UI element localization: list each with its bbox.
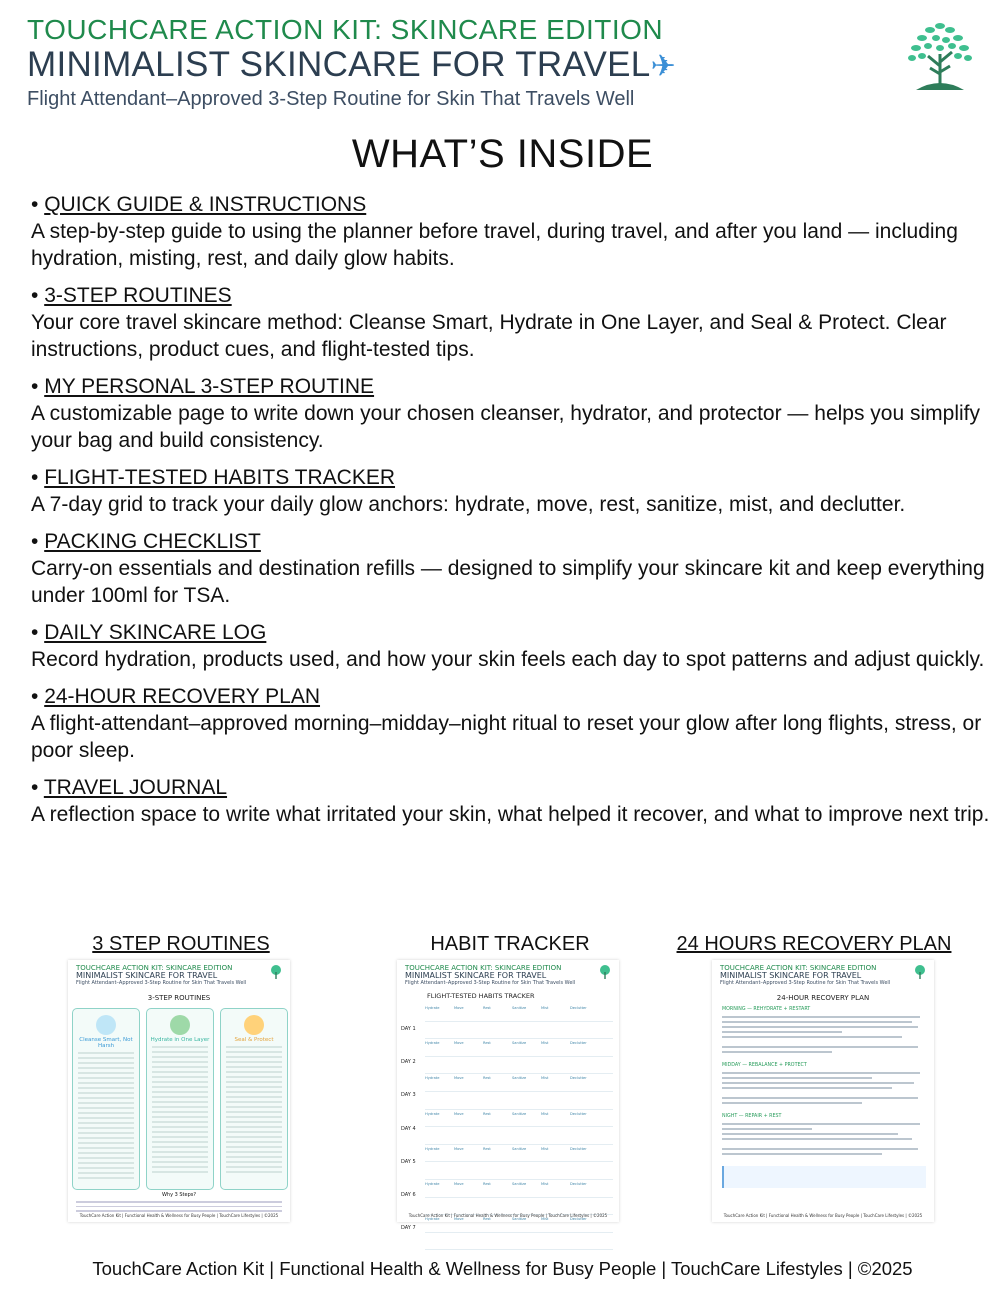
habit-cell[interactable]: Sanitize bbox=[512, 1146, 527, 1151]
bullet: • bbox=[31, 284, 39, 307]
habit-cell[interactable]: Sanitize bbox=[512, 1181, 527, 1186]
mini-heading: FLIGHT-TESTED HABITS TRACKER bbox=[427, 992, 535, 1000]
preview-routines-page bbox=[68, 960, 290, 1222]
contents-list bbox=[31, 192, 991, 839]
day-label: DAY 5 bbox=[401, 1158, 416, 1165]
bullet: • bbox=[31, 375, 39, 398]
habit-cell[interactable]: Declutter bbox=[570, 1006, 587, 1010]
tree-logo-icon bbox=[900, 14, 980, 90]
routine-column-hydrate bbox=[146, 1008, 214, 1190]
mini-subtitle: Flight Attendant–Approved 3-Step Routine for Skin That Travels Well bbox=[720, 980, 891, 986]
why-3-steps bbox=[76, 1192, 282, 1212]
bullet: • bbox=[31, 193, 39, 216]
habit-cell[interactable]: Sanitize bbox=[512, 1006, 527, 1010]
habit-cell[interactable]: Sanitize bbox=[512, 1076, 527, 1081]
habit-cell[interactable]: Declutter bbox=[570, 1111, 587, 1116]
page-subtitle: Flight Attendant–Approved 3-Step Routine for Skin That Travels Well bbox=[27, 88, 635, 110]
habit-row bbox=[425, 1145, 613, 1163]
habit-cell[interactable]: Rest bbox=[483, 1041, 491, 1046]
item-description: A step-by-step guide to using the planner before travel, during travel, and after you land — including hydration, misting, rest, and daily glow habits. bbox=[31, 220, 958, 270]
habit-cell[interactable]: Hydrate bbox=[425, 1006, 440, 1010]
sun-icon bbox=[244, 1015, 264, 1035]
tree-logo-icon bbox=[912, 964, 928, 980]
why-title: Why 3 Steps? bbox=[161, 1192, 197, 1198]
mini-title: MINIMALIST SKINCARE FOR TRAVEL bbox=[720, 971, 862, 980]
habit-row bbox=[425, 1057, 613, 1075]
habit-cell[interactable]: Rest bbox=[483, 1181, 491, 1186]
item-description: A customizable page to write down your chosen cleanser, hydrator, and protector — helps you simplify your bag and build consistency. bbox=[31, 402, 980, 452]
tree-logo-icon bbox=[597, 964, 613, 980]
item-label: FLIGHT-TESTED HABITS TRACKER bbox=[44, 466, 396, 489]
bullet: • bbox=[31, 530, 39, 553]
habit-cell[interactable]: Mist bbox=[541, 1076, 549, 1081]
habit-row bbox=[425, 1233, 613, 1251]
habit-row bbox=[425, 1039, 613, 1057]
habit-cell[interactable]: Mist bbox=[541, 1006, 549, 1010]
item-description: Your core travel skincare method: Cleanse Smart, Hydrate in One Layer, and Seal & Protect. Clear instructions, product cues, and flight-tested tips. bbox=[31, 311, 947, 361]
day-label: DAY 2 bbox=[401, 1059, 416, 1066]
habit-cell[interactable]: Hydrate bbox=[425, 1041, 440, 1046]
habit-cell[interactable]: Declutter bbox=[570, 1041, 587, 1046]
habit-cell[interactable]: Move bbox=[454, 1181, 464, 1186]
bullet: • bbox=[31, 685, 39, 708]
routine-column-protect bbox=[220, 1008, 288, 1190]
item-description: A reflection space to write what irritated your skin, what helped it recover, and what to improve next trip. bbox=[31, 803, 990, 826]
list-item bbox=[31, 529, 991, 609]
habit-cell[interactable]: Declutter bbox=[570, 1146, 587, 1151]
item-label: DAILY SKINCARE LOG bbox=[44, 621, 267, 644]
item-label: 24-HOUR RECOVERY PLAN bbox=[44, 685, 321, 708]
habit-cell[interactable]: Move bbox=[454, 1146, 464, 1151]
recovery-section: NIGHT — REPAIR + REST bbox=[722, 1114, 782, 1119]
habit-cell[interactable]: Rest bbox=[483, 1006, 491, 1010]
list-item bbox=[31, 620, 991, 673]
list-item bbox=[31, 465, 991, 518]
water-drop-icon bbox=[96, 1015, 116, 1035]
column-title: Hydrate in One Layer bbox=[150, 1037, 210, 1043]
habit-row bbox=[425, 1110, 613, 1128]
column-title: Cleanse Smart, Not Harsh bbox=[79, 1037, 133, 1049]
list-item bbox=[31, 192, 991, 272]
habit-cell[interactable]: Hydrate bbox=[425, 1076, 440, 1081]
mini-kicker: TOUCHCARE ACTION KIT: SKINCARE EDITION bbox=[76, 964, 233, 972]
habit-cell[interactable]: Move bbox=[454, 1076, 464, 1081]
habit-cell[interactable]: Declutter bbox=[570, 1076, 587, 1081]
habit-cell[interactable]: Rest bbox=[483, 1146, 491, 1151]
section-heading: WHAT’S INSIDE bbox=[351, 132, 654, 176]
habit-cell[interactable]: Sanitize bbox=[512, 1111, 527, 1116]
mini-footer: TouchCare Action Kit | Functional Health & Wellness for Busy People | TouchCare Lifestyles | ©2025 bbox=[79, 1213, 279, 1218]
mini-subtitle: Flight Attendant–Approved 3-Step Routine for Skin That Travels Well bbox=[76, 980, 247, 986]
page-footer: TouchCare Action Kit | Functional Health & Wellness for Busy People | TouchCare Lifestyles | ©2025 bbox=[92, 1258, 913, 1279]
mini-title: MINIMALIST SKINCARE FOR TRAVEL bbox=[405, 971, 547, 980]
habit-cell[interactable]: Mist bbox=[541, 1111, 549, 1116]
habit-cell[interactable]: Mist bbox=[541, 1146, 549, 1151]
item-label: 3-STEP ROUTINES bbox=[44, 284, 232, 307]
preview-title-tracker: HABIT TRACKER bbox=[430, 933, 590, 955]
page-title bbox=[27, 46, 887, 86]
habit-cell[interactable]: Move bbox=[454, 1006, 464, 1010]
habit-cell[interactable]: Mist bbox=[541, 1181, 549, 1186]
habit-cell[interactable]: Hydrate bbox=[425, 1217, 440, 1222]
bullet: • bbox=[31, 466, 39, 489]
habit-row bbox=[425, 1074, 613, 1092]
list-item bbox=[31, 775, 991, 828]
item-label: QUICK GUIDE & INSTRUCTIONS bbox=[44, 193, 367, 216]
day-label: DAY 4 bbox=[401, 1125, 416, 1132]
habit-row bbox=[425, 1127, 613, 1145]
habit-row bbox=[425, 1022, 613, 1040]
habit-cell[interactable]: Mist bbox=[541, 1217, 549, 1222]
list-item bbox=[31, 283, 991, 363]
item-description: Carry-on essentials and destination refills — designed to simplify your skincare kit and keep everything under 100ml for TSA. bbox=[31, 557, 985, 607]
item-label: TRAVEL JOURNAL bbox=[43, 776, 228, 799]
habit-row bbox=[425, 1180, 613, 1198]
day-label: DAY 6 bbox=[401, 1192, 416, 1198]
habit-cell[interactable]: Rest bbox=[483, 1217, 491, 1222]
airplane-icon: ✈ bbox=[650, 50, 677, 83]
habit-cell[interactable]: Sanitize bbox=[512, 1041, 527, 1046]
habit-cell[interactable]: Mist bbox=[541, 1041, 549, 1046]
habit-cell[interactable]: Sanitize bbox=[512, 1217, 527, 1222]
mini-heading: 3-STEP ROUTINES bbox=[147, 994, 211, 1002]
list-item bbox=[31, 684, 991, 764]
habit-cell[interactable]: Rest bbox=[483, 1076, 491, 1081]
routine-column-cleanse bbox=[72, 1008, 140, 1190]
tree-logo-icon bbox=[268, 964, 284, 980]
preview-title-recovery: 24 HOURS RECOVERY PLAN bbox=[676, 933, 952, 955]
page-title-text: MINIMALIST SKINCARE FOR TRAVEL bbox=[27, 45, 651, 84]
bullet: • bbox=[31, 776, 39, 799]
habit-cell[interactable]: Declutter bbox=[570, 1181, 587, 1186]
day-label: DAY 3 bbox=[401, 1092, 416, 1099]
habit-cell[interactable]: Declutter bbox=[570, 1217, 587, 1222]
leaf-icon bbox=[170, 1015, 190, 1035]
item-description: Record hydration, products used, and how your skin feels each day to spot patterns and adjust quickly. bbox=[31, 648, 985, 671]
habit-cell[interactable]: Move bbox=[454, 1111, 464, 1116]
mini-kicker: TOUCHCARE ACTION KIT: SKINCARE EDITION bbox=[405, 964, 562, 972]
habit-row bbox=[425, 1004, 613, 1022]
preview-tracker-page bbox=[397, 960, 619, 1232]
recovery-section: MORNING — REHYDRATE + RESTART bbox=[722, 1007, 811, 1012]
preview-recovery-page bbox=[712, 960, 934, 1222]
day-label: DAY 1 bbox=[401, 1026, 416, 1032]
bullet: • bbox=[31, 621, 39, 644]
preview-title-routines: 3 STEP ROUTINES bbox=[92, 933, 270, 955]
habit-cell[interactable]: Hydrate bbox=[425, 1181, 440, 1186]
why-it-works-box bbox=[722, 1166, 926, 1188]
mini-title: MINIMALIST SKINCARE FOR TRAVEL bbox=[76, 971, 218, 980]
mini-heading: 24-HOUR RECOVERY PLAN bbox=[776, 994, 870, 1002]
item-label: MY PERSONAL 3-STEP ROUTINE bbox=[44, 375, 375, 398]
habit-cell[interactable]: Rest bbox=[483, 1111, 491, 1116]
mini-footer: TouchCare Action Kit | Functional Health & Wellness for Busy People | TouchCare Lifestyles | ©2025 bbox=[723, 1213, 923, 1218]
habit-cell[interactable]: Hydrate bbox=[425, 1111, 440, 1116]
item-description: A 7-day grid to track your daily glow anchors: hydrate, move, rest, sanitize, mist, and declutter. bbox=[31, 493, 906, 516]
mini-footer: TouchCare Action Kit | Functional Health & Wellness for Busy People | TouchCare Lifestyles | ©2025 bbox=[408, 1213, 608, 1218]
mini-subtitle: Flight Attendant–Approved 3-Step Routine for Skin That Travels Well bbox=[405, 980, 576, 986]
mini-kicker: TOUCHCARE ACTION KIT: SKINCARE EDITION bbox=[720, 964, 877, 972]
item-description: A flight-attendant–approved morning–midday–night ritual to reset your glow after long flights, stress, or poor sleep. bbox=[31, 712, 982, 762]
page-header bbox=[27, 14, 887, 112]
habit-cell[interactable]: Move bbox=[454, 1217, 464, 1222]
item-label: PACKING CHECKLIST bbox=[44, 530, 261, 553]
habit-cell[interactable]: Hydrate bbox=[425, 1146, 440, 1151]
column-title: Seal & Protect bbox=[234, 1037, 274, 1043]
kicker-text: TOUCHCARE ACTION KIT: SKINCARE EDITION bbox=[27, 14, 664, 45]
list-item bbox=[31, 374, 991, 454]
habit-cell[interactable]: Move bbox=[454, 1041, 464, 1046]
day-label: DAY 7 bbox=[401, 1225, 416, 1232]
habit-row bbox=[425, 1092, 613, 1110]
recovery-section: MIDDAY — REBALANCE + PROTECT bbox=[722, 1063, 807, 1068]
habit-row bbox=[425, 1162, 613, 1180]
